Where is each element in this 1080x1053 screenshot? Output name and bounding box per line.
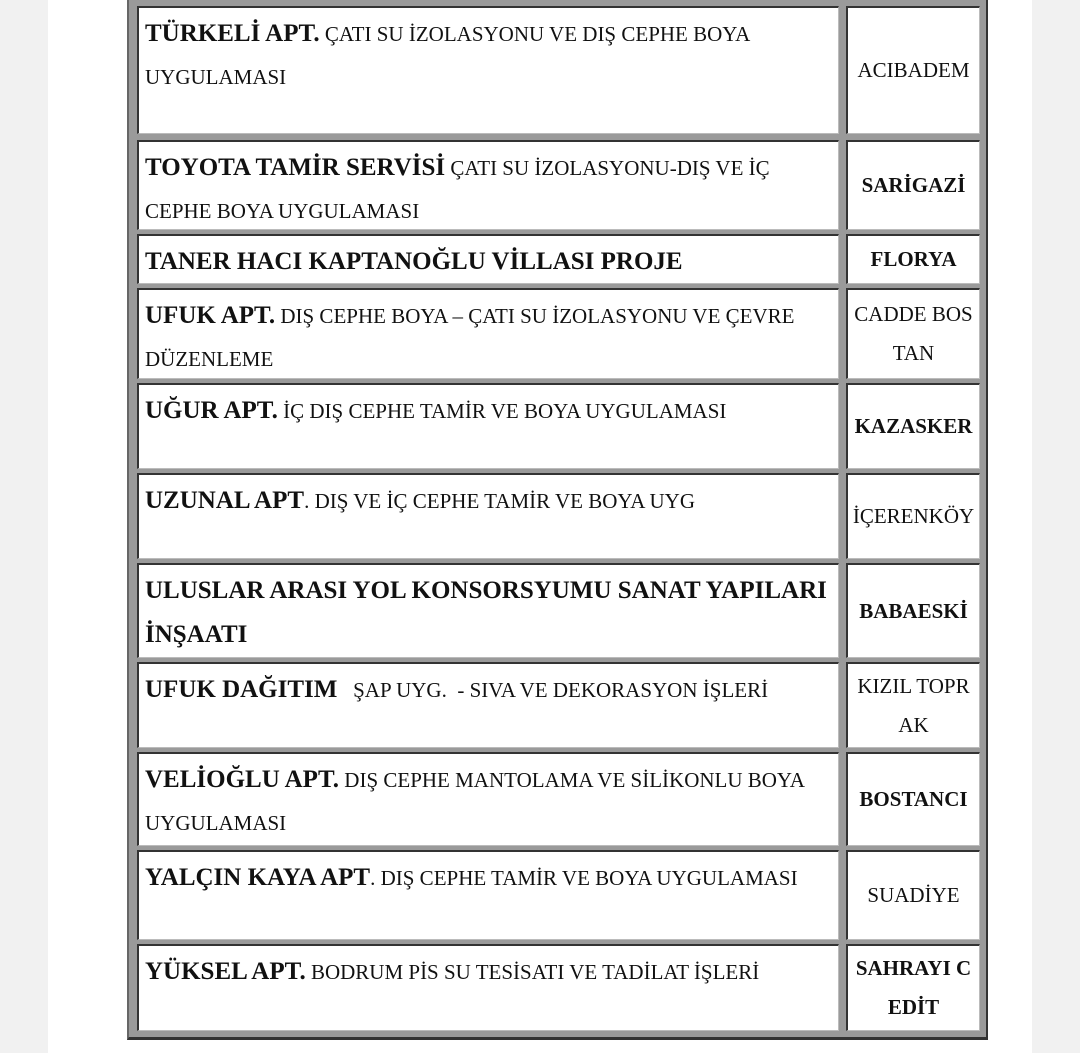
project-title: ULUSLAR ARASI YOL KONSORSYUMU SANAT YAPILARI İNŞAATI [145, 577, 827, 648]
project-description [145, 950, 832, 994]
project-description [145, 569, 832, 657]
project-title: VELİOĞLU APT. [145, 766, 340, 793]
project-title: YALÇIN KAYA APT [145, 864, 371, 891]
project-scope: . DIŞ VE İÇ CEPHE TAMİR VE BOYA UYG [304, 489, 696, 513]
project-title: UFUK APT. [145, 302, 276, 329]
project-location: KIZIL TOPRAK [857, 673, 970, 737]
project-location: ACIBADEM [857, 58, 970, 82]
project-description-cell [137, 752, 839, 846]
table-row [129, 288, 986, 379]
project-description-cell [137, 383, 839, 469]
project-description-cell [137, 563, 839, 658]
project-description [145, 856, 832, 900]
project-scope: ÇATI SU İZOLASYONU VE DIŞ CEPHE BOYA UYGULAMASI [145, 22, 755, 89]
project-location-cell [846, 944, 980, 1031]
project-scope: İÇ DIŞ CEPHE TAMİR VE BOYA UYGULAMASI [277, 399, 727, 423]
project-description [145, 479, 832, 523]
project-title: TANER HACI KAPTANOĞLU VİLLASI PROJE [145, 248, 683, 275]
project-title: TOYOTA TAMİR SERVİSİ [145, 154, 446, 181]
table-row [129, 473, 986, 559]
project-location: İÇERENKÖY [852, 504, 975, 528]
project-description-cell [137, 850, 839, 940]
project-location: BOSTANCI [859, 787, 968, 811]
project-location-cell [846, 234, 980, 284]
project-description [145, 668, 832, 712]
project-location: KAZASKER [854, 414, 973, 438]
project-description [145, 758, 832, 845]
project-location-cell [846, 752, 980, 846]
project-description-cell [137, 234, 839, 284]
project-location-cell [846, 6, 980, 134]
table-row [129, 140, 986, 230]
project-title: UĞUR APT. [145, 397, 278, 424]
project-description-cell [137, 140, 839, 230]
project-title: UZUNAL APT [145, 487, 305, 514]
project-description-cell [137, 288, 839, 379]
project-scope: BODRUM PİS SU TESİSATI VE TADİLAT İŞLERİ [305, 960, 760, 984]
project-location: SUADİYE [867, 883, 960, 907]
project-location: SAHRAYI CEDİT [855, 956, 972, 1019]
project-location: SARİGAZİ [861, 173, 966, 197]
project-scope: DIŞ CEPHE MANTOLAMA VE SİLİKONLU BOYA UYGULAMASI [145, 768, 810, 835]
project-location-cell [846, 383, 980, 469]
project-location: BABAESKİ [859, 598, 968, 623]
project-description [145, 146, 832, 233]
project-title: TÜRKELİ APT. [145, 20, 320, 47]
project-description [145, 12, 832, 99]
project-title: UFUK DAĞITIM [145, 676, 338, 703]
project-scope: ÇATI SU İZOLASYONU-DIŞ VE İÇ CEPHE BOYA UYGULAMASI [145, 156, 775, 223]
project-location-cell [846, 140, 980, 230]
project-location: CADDE BOSTAN [854, 302, 973, 365]
table-row [129, 944, 986, 1031]
project-scope: . DIŞ CEPHE TAMİR VE BOYA UYGULAMASI [370, 866, 798, 890]
project-location-cell [846, 473, 980, 559]
table-row [129, 563, 986, 658]
table-row [129, 383, 986, 469]
project-description-cell [137, 473, 839, 559]
project-scope: ŞAP UYG. - SIVA VE DEKORASYON İŞLERİ [337, 678, 769, 702]
project-location-cell [846, 662, 980, 748]
project-description [145, 294, 832, 381]
project-description-cell [137, 662, 839, 748]
project-title: YÜKSEL APT. [145, 958, 306, 985]
project-description-cell [137, 6, 839, 134]
table-row [129, 662, 986, 748]
project-location-cell [846, 850, 980, 940]
table-row [129, 234, 986, 284]
project-location-cell [846, 563, 980, 658]
project-description-cell [137, 944, 839, 1031]
project-description [145, 389, 832, 433]
table-row [129, 6, 986, 134]
table-row [129, 850, 986, 940]
project-location-cell [846, 288, 980, 379]
project-scope: DIŞ CEPHE BOYA – ÇATI SU İZOLASYONU VE ÇEVRE DÜZENLEME [145, 304, 800, 371]
project-description [145, 240, 832, 284]
table-row [129, 752, 986, 846]
references-table [127, 0, 988, 1040]
project-location: FLORYA [870, 247, 957, 271]
